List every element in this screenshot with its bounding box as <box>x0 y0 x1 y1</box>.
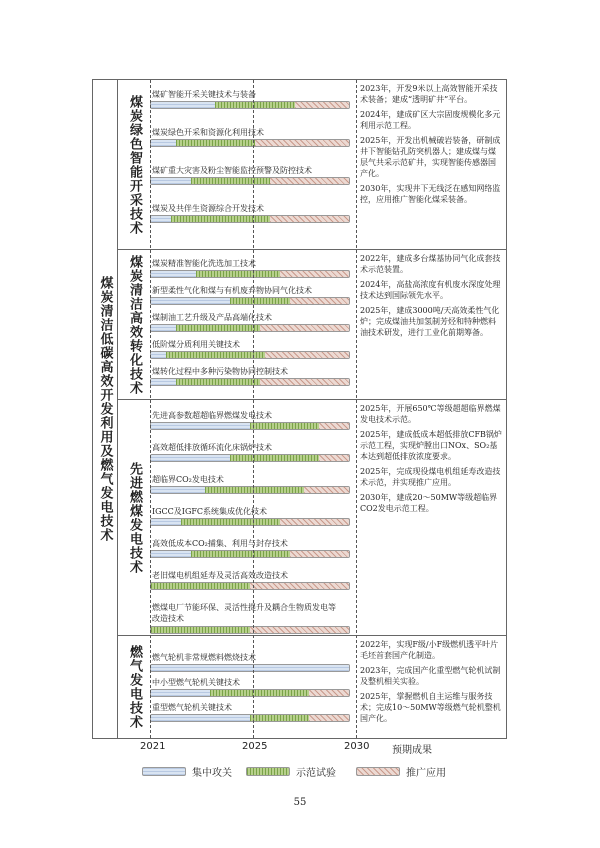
bar-segment-focus <box>151 690 210 696</box>
year-line-2021 <box>150 80 151 738</box>
outcome-text: 2022年，实现F级/小F级燃机透平叶片毛坯首套国产化制造。 <box>360 640 499 660</box>
section-3 <box>118 400 507 636</box>
bar-segment-promote <box>309 690 349 696</box>
roadmap-item-label: 新型柔性气化和煤与有机废弃物协同气化技术 <box>152 286 312 295</box>
bar-segment-promote <box>319 455 349 461</box>
bar-segment-promote <box>255 140 349 146</box>
bar-segment-promote <box>304 487 349 493</box>
bar-segment-focus <box>151 325 176 331</box>
page-number: 55 <box>293 797 307 808</box>
legend-swatch-focus <box>142 767 186 776</box>
roadmap-bar <box>150 626 350 634</box>
roadmap-bar <box>150 689 350 697</box>
roadmap-item-label: 先进高参数超超临界燃煤发电技术 <box>152 411 272 420</box>
legend-swatch-demo <box>246 767 290 776</box>
section-label-column <box>118 80 150 249</box>
bar-segment-focus <box>151 178 191 184</box>
roadmap-bar <box>150 101 350 109</box>
outcome-text: 2025年，开发出机械破岩装备，研制成井下智能钻孔防突机器人；建成煤与煤层气共采示范矿井，实现智能传感器国产化。 <box>360 136 501 178</box>
roadmap-item-label: 低阶煤分质利用关键技术 <box>152 340 240 349</box>
bar-segment-demo <box>171 216 270 222</box>
outcome-text: 2025年，掌握燃机自主运维与服务技术；完成10～50MW等级燃气轮机整机国产化。 <box>360 692 501 723</box>
bar-segment-demo <box>230 455 319 461</box>
roadmap-item-label: 煤制油工艺升级及产品高端化技术 <box>152 313 272 322</box>
bar-segment-demo <box>151 583 250 589</box>
outcome-text: 2030年，建成20～50MW等级超临界CO2发电示范工程。 <box>360 493 498 513</box>
bar-segment-promote <box>290 298 349 304</box>
bar-segment-demo <box>151 627 250 633</box>
bar-segment-promote <box>270 178 349 184</box>
section-title: 煤炭清洁高效转化技术 <box>127 254 142 395</box>
outcome-text: 2025年，建成3000吨/天高效柔性气化炉；完成煤油共加氢制芳烃和特种燃料油技术研发，进行工业化前期筹备。 <box>360 306 500 337</box>
bar-segment-focus <box>151 665 349 671</box>
outcomes-header: 预期成果 <box>392 745 432 756</box>
legend-item-demo <box>246 765 336 777</box>
bar-segment-demo <box>205 487 304 493</box>
roadmap-item-label: 煤炭精准智能化洗选加工技术 <box>152 259 256 268</box>
axis-label-start: 2021 <box>140 741 166 752</box>
roadmap-item-label: IGCC及IGFC系统集成优化技术 <box>152 507 268 516</box>
roadmap-bar <box>150 215 350 223</box>
roadmap-bar <box>150 454 350 462</box>
roadmap-item-label: 煤矿重大灾害及粉尘智能监控预警及防控技术 <box>152 166 312 175</box>
bar-segment-focus <box>151 140 176 146</box>
section-4 <box>118 636 507 738</box>
bar-segment-demo <box>166 352 265 358</box>
outcome-text: 2025年，完成现役煤电机组延寿改造技术示范，并实现推广应用。 <box>360 467 501 487</box>
legend-label-promote: 推广应用 <box>406 767 446 779</box>
bar-segment-focus <box>151 487 205 493</box>
roadmap-bar <box>150 297 350 305</box>
axis-label-mid: 2025 <box>242 741 268 752</box>
bar-segment-promote <box>260 325 349 331</box>
bar-segment-focus <box>151 423 250 429</box>
roadmap-item-label: 高效超低排放循环流化床锅炉技术 <box>152 443 272 452</box>
bar-segment-demo <box>250 715 309 721</box>
bar-segment-promote <box>250 627 349 633</box>
roadmap-bar <box>150 270 350 278</box>
roadmap-bar <box>150 324 350 332</box>
bar-segment-demo <box>210 690 309 696</box>
section-title: 燃气发电技术 <box>127 645 142 729</box>
section-label-column <box>118 400 150 635</box>
bar-segment-focus <box>151 271 196 277</box>
year-line-2025 <box>253 80 254 738</box>
bar-segment-focus <box>151 455 230 461</box>
bar-segment-promote <box>250 583 349 589</box>
roadmap-bar <box>150 177 350 185</box>
outcome-text: 2022年，建成多台煤基协同气化成套技术示范装置。 <box>360 254 501 274</box>
bar-segment-demo <box>191 551 290 557</box>
legend-label-focus: 集中攻关 <box>192 767 232 779</box>
axis-label-end: 2030 <box>344 741 370 752</box>
roadmap-item-label: 重型燃气轮机关键技术 <box>152 703 232 712</box>
bar-segment-demo <box>215 102 294 108</box>
bar-segment-promote <box>260 379 349 385</box>
roadmap-item-label: 中小型燃气轮机关键技术 <box>152 678 240 687</box>
bar-segment-demo <box>230 298 289 304</box>
roadmap-bar <box>150 664 350 672</box>
outcome-text: 2030年，实现井下无线泛在感知网络监控，应用推广智能化煤采装备。 <box>360 184 501 204</box>
roadmap-bar <box>150 486 350 494</box>
main-category-column <box>93 80 118 738</box>
roadmap-item-label: 燃气轮机非常规燃料燃烧技术 <box>152 653 256 662</box>
bar-segment-demo <box>176 379 260 385</box>
section-title: 先进燃煤发电技术 <box>127 461 142 574</box>
outcome-text: 2024年，高盐高浓度有机废水深度处理技术达到国际领先水平。 <box>360 280 501 300</box>
roadmap-bar <box>150 582 350 590</box>
bar-segment-promote <box>280 519 349 525</box>
roadmap-item-label: 超临界CO₂发电技术 <box>152 475 224 484</box>
roadmap-bar <box>150 714 350 722</box>
section-label-column <box>118 250 150 399</box>
roadmap-item-label: 煤转化过程中多种污染物协同控制技术 <box>152 367 288 376</box>
bar-segment-focus <box>151 519 181 525</box>
roadmap-bar <box>150 378 350 386</box>
outcome-text: 2023年，开发9米以上高效智能开采技术装备；建成“透明矿井”平台。 <box>360 84 498 104</box>
expected-outcomes <box>356 250 507 399</box>
legend-swatch-promote <box>356 767 400 776</box>
year-line-2030 <box>356 80 357 738</box>
roadmap-bar <box>150 422 350 430</box>
bar-segment-focus <box>151 379 176 385</box>
bar-segment-focus <box>151 715 250 721</box>
expected-outcomes <box>356 80 507 249</box>
roadmap-item-label: 老旧煤电机组延寿及灵活高效改造技术 <box>152 571 288 580</box>
bar-segment-demo <box>176 325 260 331</box>
outcome-text: 2025年，建成低成本超低排放CFB锅炉示范工程，实现炉膛出口NOx、SO₂基本达到超低排放浓度要求。 <box>360 430 502 461</box>
section-label-column <box>118 636 150 738</box>
bar-segment-focus <box>151 216 171 222</box>
roadmap-item-label: 煤矿智能开采关键技术与装备 <box>152 90 256 99</box>
legend-item-promote <box>356 765 446 777</box>
outcome-text: 2025年，开展650℃等级超超临界燃煤发电技术示范。 <box>360 404 501 424</box>
main-category-title: 煤炭清洁低碳高效开发利用及燃气发电技术 <box>97 276 113 542</box>
section-2 <box>118 250 507 400</box>
bar-segment-promote <box>290 551 349 557</box>
expected-outcomes <box>356 400 507 635</box>
bar-segment-demo <box>181 519 280 525</box>
bar-segment-promote <box>319 423 349 429</box>
bar-segment-demo <box>250 423 319 429</box>
bar-segment-promote <box>265 352 349 358</box>
bar-segment-focus <box>151 102 215 108</box>
legend-item-focus <box>142 765 232 777</box>
expected-outcomes <box>356 636 507 738</box>
bar-segment-demo <box>176 140 255 146</box>
bar-segment-focus <box>151 551 191 557</box>
bar-segment-promote <box>270 216 349 222</box>
roadmap-item-label: 煤炭绿色开采和资源化利用技术 <box>152 128 264 137</box>
roadmap-bar <box>150 351 350 359</box>
roadmap-item-label: 燃煤电厂节能环保、灵活性提升及耦合生物质发电等改造技术 <box>152 603 336 623</box>
bar-segment-focus <box>151 352 166 358</box>
roadmap-bar <box>150 550 350 558</box>
section-1 <box>118 80 507 250</box>
roadmap-bar <box>150 139 350 147</box>
bar-segment-promote <box>280 271 349 277</box>
bar-segment-demo <box>196 271 280 277</box>
section-title: 煤炭绿色智能开采技术 <box>127 94 142 235</box>
bar-segment-focus <box>151 298 230 304</box>
roadmap-bar <box>150 518 350 526</box>
bar-segment-promote <box>295 102 349 108</box>
outcome-text: 2023年，完成国产化重型燃气轮机试制及整机相关实验。 <box>360 666 501 686</box>
roadmap-item-label: 煤炭及共伴生资源综合开发技术 <box>152 204 264 213</box>
roadmap-item-label: 高效低成本CO₂捕集、利用与封存技术 <box>152 539 288 548</box>
legend-label-demo: 示范试验 <box>296 767 336 779</box>
bar-segment-promote <box>309 715 349 721</box>
outcome-text: 2024年，建成矿区大宗固废规模化多元利用示范工程。 <box>360 110 501 130</box>
bar-segment-demo <box>191 178 270 184</box>
